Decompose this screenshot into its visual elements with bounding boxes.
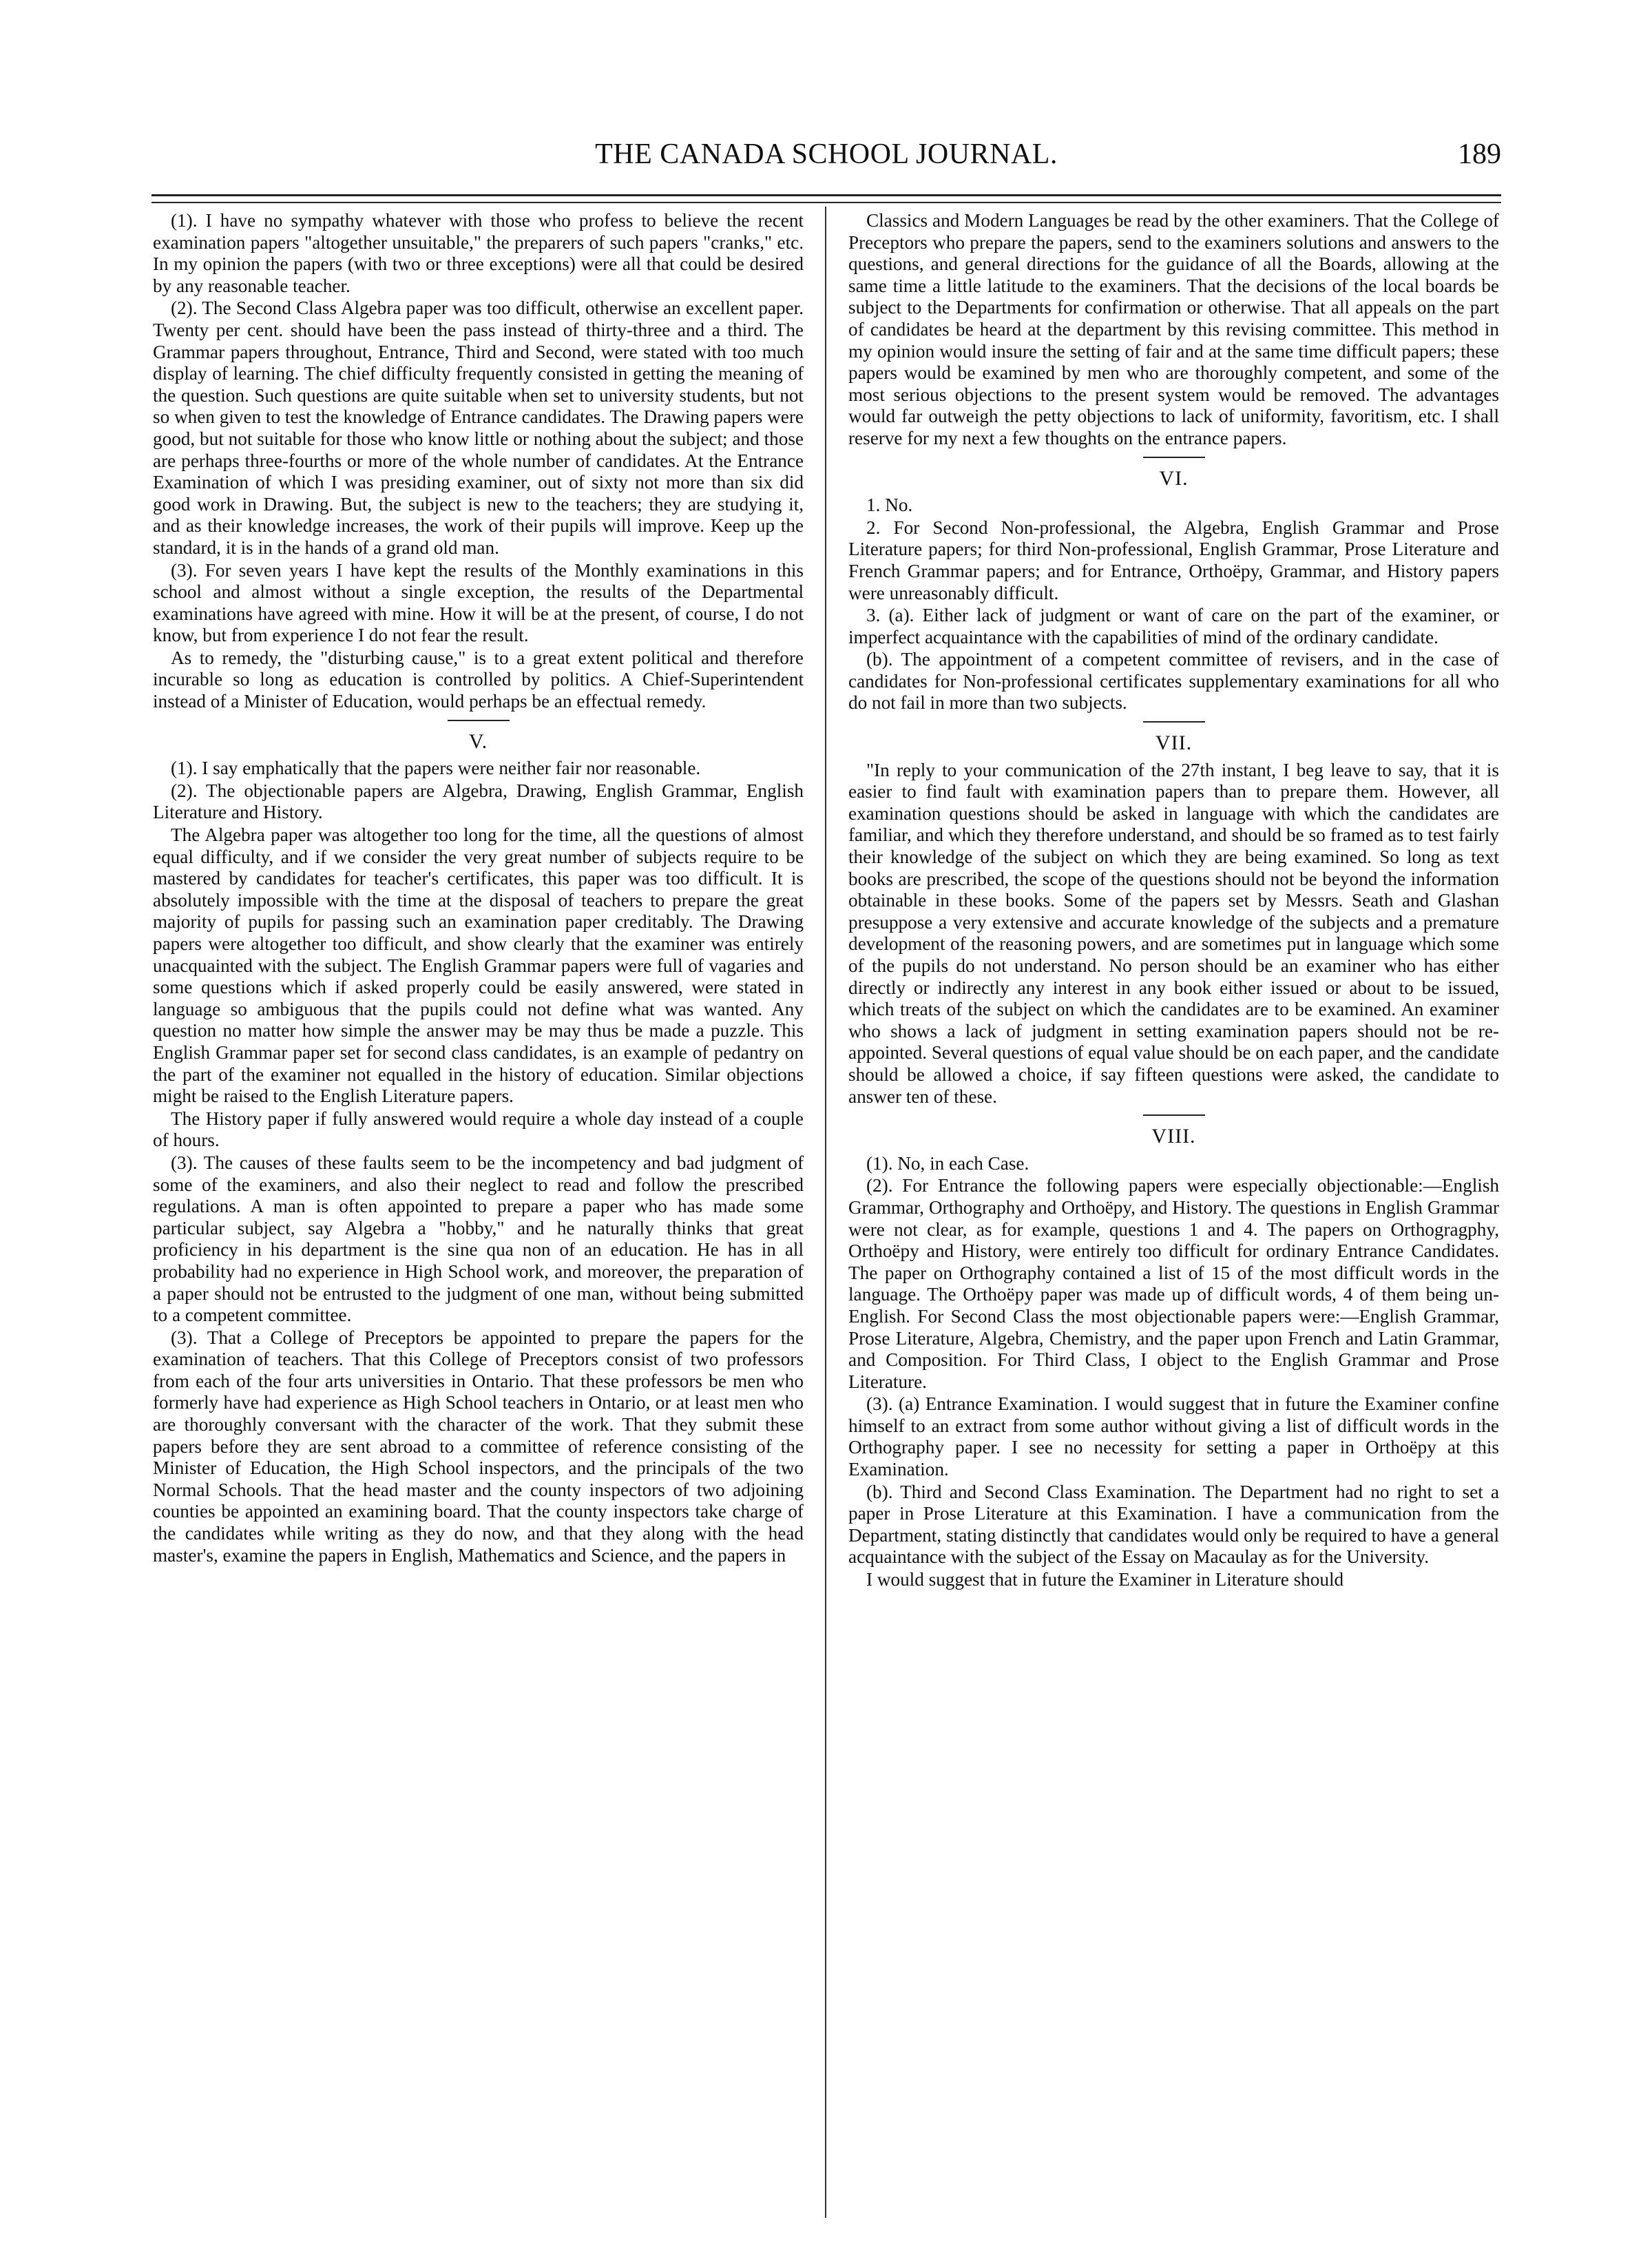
paragraph: (3). (a) Entrance Examination. I would suggest that in future the Examiner confine himself to an extract from some author without giving a list of difficult words in the Orthography paper. I see no necessity for setting a paper in Orthoëpy at this Examination. (848, 1393, 1499, 1480)
paragraph: (2). The objectionable papers are Algebra, Drawing, English Grammar, English Literature and History. (153, 780, 804, 823)
section-heading-vi (848, 457, 1499, 490)
paragraph: "In reply to your communication of the 27th instant, I beg leave to say, that it is easier to find fault with examination papers than to prepare them. However, all examination questions should be asked in language with which the candidates are familiar, and which they therefore understand, and should be so framed as to test fairly their knowledge of the subject on which they are being examined. So long as text books are prescribed, the scope of the questions should not be beyond the information obtainable in these books. Some of the papers set by Messrs. Seath and Glashan presuppose a very extensive and accurate knowledge of the subjects and a premature development of the reasoning powers, and are sometimes put in language which some of the pupils do not understand. No person should be an examiner who has either directly or indirectly any interest in any book either issued or about to be issued, which treats of the subject on which the candidates are to be examined. An examiner who shows a lack of judgment in setting examination papers should not be re-appointed. Several questions of equal value should be on each paper, and the candidate should be allowed a choice, if say fifteen questions were asked, the candidate to answer ten of these. (848, 759, 1499, 1107)
page-number: 189 (1458, 138, 1501, 170)
section-label: V. (468, 729, 488, 753)
paragraph: The History paper if fully answered would require a whole day instead of a couple of hours. (153, 1108, 804, 1151)
paragraph: (3). For seven years I have kept the results of the Monthly examinations in this school and almost without a single exception, the results of the Departmental examinations have agreed with mine. How it will be at the present, of course, I do not know, but from experience I do not fear the result. (153, 559, 804, 646)
paragraph: I would suggest that in future the Examiner in Literature should (866, 1569, 1344, 1590)
journal-title: THE CANADA SCHOOL JOURNAL. (595, 138, 1058, 170)
paragraph: (2). For Entrance the following papers were especially objectionable:—English Grammar, Orthography and Orthoëpy, and History. The questions in English Grammar were not clear, as for example, questions 1 and 4. The papers on Orthogragphy, Orthoëpy and History, were entirely too difficult for ordinary Entrance Candidates. The paper on Orthography contained a list of 15 of the most difficult words in the language. The Orthoëpy paper was made up of difficult words, 4 of them being un-English. For Second Class the most objectionable papers were:—English Grammar, Prose Literature, Algebra, Chemistry, and the paper upon French and Latin Grammar, and Composition. For Third Class, I object to the English Grammar and Prose Literature. (848, 1175, 1499, 1392)
paragraph: 3. (a). Either lack of judgment or want of care on the part of the examiner, or imperfect acquaintance with the capabilities of mind of the ordinary candidate. (848, 605, 1499, 647)
paragraph: (2). The Second Class Algebra paper was too difficult, otherwise an excellent paper. Twenty per cent. should have been the pass instead of thirty-three and a third. The Grammar papers throughout, Entrance, Third and Second, were stated with too much display of learning. The chief difficulty frequently consisted in getting the meaning of the question. Such questions are quite suitable when set to university students, but not so when given to test the knowledge of Entrance candidates. The Drawing papers were good, but not suitable for those who know little or nothing about the subject; and those are perhaps three-fourths or more of the whole number of candidates. At the Entrance Examination of which I was presiding examiner, out of sixty not more than six did good work in Drawing. But, the subject is new to the teachers; they are studying it, and as their knowledge increases, the work of their pupils will improve. Keep up the standard, it is in the hands of a grand old man. (153, 298, 804, 558)
paragraph: 1. No. (866, 495, 913, 516)
paragraph: (1). I say emphatically that the papers were neither fair nor reasonable. (171, 758, 701, 779)
section-rule (448, 720, 510, 721)
paragraph: 2. For Second Non-professional, the Algebra, English Grammar and Prose Literature papers; for third Non-professional, English Grammar, Prose Literature and French Grammar papers; and for Entrance, Orthoëpy, Grammar, and History papers were unreasonably difficult. (848, 517, 1499, 603)
paragraph: (1). I have no sympathy whatever with those who profess to believe the recent examination papers "altogether unsuitable," the preparers of such papers "cranks," etc. In my opinion the papers (with two or three exceptions) were all that could be desired by any reasonable teacher. (153, 210, 804, 296)
header-rule (151, 194, 1501, 203)
section-rule (1143, 721, 1205, 723)
section-label: VII. (1155, 731, 1193, 755)
paragraph: (3). That a College of Preceptors be appointed to prepare the papers for the examination of teachers. That this College of Preceptors consist of two professors from each of the four arts universities in Ontario. That these professors be men who formerly have had experience as High School teachers in Ontario, or at least men who are thoroughly conversant with the character of the work. That they submit these papers before they are sent abroad to a committee of reference consisting of the Minister of Education, the High School inspectors, and the principals of the two Normal Schools. That the head master and the county inspectors of two adjoining counties be appointed an examining board. That the county inspectors take charge of the candidates while writing as they do now, and that they along with the head master's, examine the papers in English, Mathematics and Science, and the papers in (153, 1327, 804, 1566)
left-column (153, 210, 804, 1567)
section-heading-viii (848, 1114, 1499, 1148)
section-rule (1143, 1114, 1205, 1116)
paragraph: The Algebra paper was altogether too long for the time, all the questions of almost equal difficulty, and if we consider the very great number of subjects require to be mastered by candidates for teacher's certificates, this paper was too difficult. It is absolutely impossible with the time at the disposal of teachers to prepare the great majority of pupils for passing such an examination paper creditably. The Drawing papers were altogether too difficult, and show clearly that the examiner was entirely unacquainted with the subject. The English Grammar papers were full of vagaries and some questions which if asked properly could be easily answered, were stated in language so ambiguous that the pupils could not define what was wanted. Any question no matter how simple the answer may be may thus be made a puzzle. This English Grammar paper set for second class candidates, is an example of pedantry on the part of the examiner not equalled in the history of education. Similar objections might be raised to the English Literature papers. (153, 824, 804, 1107)
right-column (848, 210, 1499, 1592)
section-heading-vii (848, 721, 1499, 754)
paragraph: As to remedy, the "disturbing cause," is to a great extent political and therefore incurable so long as education is controlled by politics. A Chief-Superintendent instead of a Minister of Education, would perhaps be an effectual remedy. (153, 647, 804, 712)
paragraph: (3). The causes of these faults seem to be the incompetency and bad judgment of some of the examiners, and also their neglect to read and follow the prescribed regulations. A man is often appointed to prepare a paper who has made some particular subject, say Algebra a "hobby," and he naturally thinks that great proficiency in his department is the sine qua non of an education. He has in all probability had no experience in High School work, and moreover, the preparation of a paper should not be entrusted to the judgment of one man, without being submitted to a competent committee. (153, 1152, 804, 1326)
paragraph: (b). The appointment of a competent committee of revisers, and in the case of candidates for Non-professional certificates supplementary examinations for all who do not fail in more than two subjects. (848, 649, 1499, 714)
page-header (151, 138, 1501, 179)
paragraph: (1). No, in each Case. (866, 1152, 1029, 1174)
section-label: VIII. (1151, 1125, 1196, 1148)
section-rule (1143, 457, 1205, 458)
column-divider (825, 207, 826, 2218)
section-label: VI. (1159, 466, 1189, 490)
section-heading-v (153, 720, 804, 753)
paragraph: (b). Third and Second Class Examination. The Department had no right to set a paper in Prose Literature at this Examination. I have a communication from the Department, stating distinctly that candidates would only be required to have a general acquaintance with the subject of the Essay on Macaulay as for the University. (848, 1481, 1499, 1568)
paragraph: Classics and Modern Languages be read by the other examiners. That the College of Preceptors who prepare the papers, send to the examiners solutions and answers to the questions, and general directions for the guidance of all the Boards, allowing at the same time a little latitude to the examiners. That the decisions of the local boards be subject to the Departments for confirmation or otherwise. That all appeals on the part of candidates be heard at the department by this revising committee. This method in my opinion would insure the setting of fair and at the same time difficult papers; these papers would be examined by men who are thoroughly competent, and some of the most serious objections to the present system would be removed. The advantages would far outweigh the petty objections to lack of uniformity, favoritism, etc. I shall reserve for my next a few thoughts on the entrance papers. (848, 210, 1499, 448)
